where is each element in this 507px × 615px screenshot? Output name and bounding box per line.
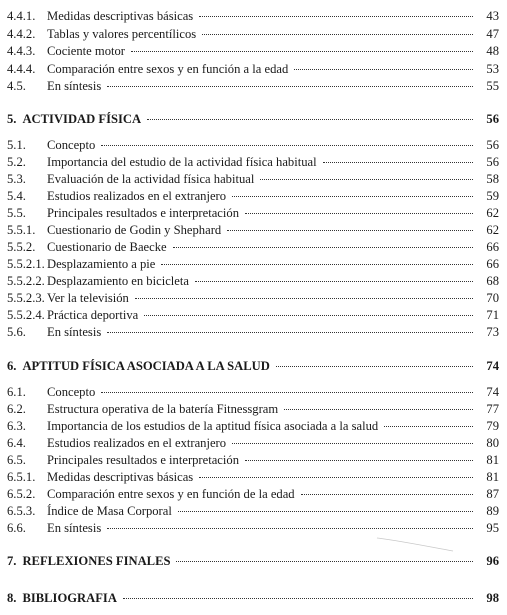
toc-entry-page: 47 [486,27,499,41]
toc-entry-number: 5.5.2.4. [7,308,45,322]
dot-leader [173,246,473,248]
toc-entry-page: 79 [486,419,499,433]
toc-entry-title: Comparación entre sexos y en función de la edad [47,487,295,501]
toc-entry-number: 4.4.2. [7,27,36,41]
toc-entry-page: 71 [486,308,499,322]
dot-leader [323,161,473,163]
toc-entry-title: Cociente motor [47,44,125,58]
toc-entry-page: 55 [486,79,499,93]
toc-chapter-entry [7,553,499,569]
toc-entry-title: En síntesis [47,79,102,93]
dot-leader [232,195,473,197]
dot-leader [144,314,473,316]
toc-entry-number: 4.5. [7,79,26,93]
toc-entry [7,452,499,468]
toc-entry-number: 8. [7,591,17,605]
toc-entry-title: Principales resultados e interpretación [47,206,239,220]
dot-leader [202,33,473,35]
dot-leader [301,493,473,495]
toc-entry-title: Concepto [47,385,96,399]
toc-entry-number: 4.4.1. [7,9,36,23]
dot-leader [161,263,473,265]
toc-entry-number: 5.5.2.1. [7,257,45,271]
toc-entry-title: Comparación entre sexos y en función a la edad [47,62,289,76]
toc-entry-title: Medidas descriptivas básicas [47,9,194,23]
toc-entry-title: Tablas y valores percentílicos [47,27,197,41]
dot-leader [384,425,473,427]
toc-entry-title: Cuestionario de Baecke [47,240,167,254]
toc-entry-page: 59 [486,189,499,203]
toc-chapter-entry [7,590,499,606]
dot-leader [232,442,473,444]
toc-entry-number: 5.2. [7,155,26,169]
toc-entry [7,171,499,187]
toc-entry-number: 5.5.1. [7,223,36,237]
toc-entry-number: 6.5.2. [7,487,36,501]
toc-entry-number: 5.6. [7,325,26,339]
dot-leader [199,15,473,17]
toc-entry-number: 5.5.2.3. [7,291,45,305]
dot-leader [245,212,473,214]
dot-leader [178,510,473,512]
dot-leader [147,118,473,120]
toc-entry [7,273,499,289]
toc-entry-title: Principales resultados e interpretación [47,453,239,467]
toc-entry-title: Estudios realizados en el extranjero [47,436,227,450]
toc-entry-page: 81 [486,470,499,484]
toc-entry-number: 6.5.3. [7,504,36,518]
toc-entry [7,26,499,42]
toc-entry-number: 5.5. [7,206,26,220]
toc-entry [7,401,499,417]
toc-entry-title: Ver la televisión [47,291,129,305]
toc-entry-page: 48 [486,44,499,58]
toc-entry-number: 5.1. [7,138,26,152]
dot-leader [294,68,473,70]
toc-entry-page: 43 [486,9,499,23]
dot-leader [199,476,473,478]
toc-entry-page: 56 [486,112,499,126]
toc-entry-title: BIBLIOGRAFIA [22,591,117,605]
toc-entry-number: 7. [7,554,17,568]
toc-entry [7,222,499,238]
toc-entry-number: 6.5.1. [7,470,36,484]
dot-leader [284,408,473,410]
toc-entry-page: 89 [486,504,499,518]
toc-entry-title: ACTIVIDAD FÍSICA [22,112,142,126]
toc-entry-page: 81 [486,453,499,467]
toc-entry [7,486,499,502]
toc-entry-title: Práctica deportiva [47,308,139,322]
toc-entry-title: Cuestionario de Godin y Shephard [47,223,222,237]
dot-leader [260,178,473,180]
toc-entry-number: 6.4. [7,436,26,450]
dot-leader [123,597,473,599]
toc-entry [7,384,499,400]
toc-entry [7,324,499,340]
toc-entry [7,188,499,204]
toc-entry [7,307,499,323]
toc-chapter-entry [7,358,499,374]
toc-entry-title: Evaluación de la actividad física habitual [47,172,255,186]
toc-entry [7,418,499,434]
toc-entry [7,435,499,451]
dot-leader [101,391,473,393]
toc-entry-number: 6.3. [7,419,26,433]
toc-entry-title: REFLEXIONES FINALES [22,554,171,568]
toc-entry-title: En síntesis [47,325,102,339]
toc-entry-page: 74 [486,359,499,373]
dot-leader [101,144,473,146]
toc-entry-page: 56 [486,155,499,169]
toc-entry-number: 6.2. [7,402,26,416]
toc-entry-title: Estructura operativa de la batería Fitnessgram [47,402,279,416]
dot-leader [107,527,473,529]
toc-entry [7,520,499,536]
toc-entry-page: 74 [486,385,499,399]
toc-entry [7,43,499,59]
dot-leader [245,459,473,461]
dot-leader [195,280,473,282]
toc-entry-page: 66 [486,240,499,254]
toc-entry [7,8,499,24]
toc-entry [7,154,499,170]
toc-entry [7,256,499,272]
toc-entry-title: Índice de Masa Corporal [47,504,172,518]
toc-entry-page: 62 [486,223,499,237]
toc-entry-title: Desplazamiento a pie [47,257,156,271]
toc-entry-number: 5.3. [7,172,26,186]
toc-entry-page: 62 [486,206,499,220]
toc-entry-page: 58 [486,172,499,186]
toc-entry-number: 6.6. [7,521,26,535]
toc-entry [7,469,499,485]
toc-entry-number: 4.4.3. [7,44,36,58]
toc-entry-title: En síntesis [47,521,102,535]
pen-stroke-mark [375,534,455,554]
toc-entry-page: 70 [486,291,499,305]
dot-leader [276,365,473,367]
dot-leader [176,560,473,562]
toc-entry-page: 77 [486,402,499,416]
toc-entry [7,205,499,221]
toc-entry-number: 4.4.4. [7,62,36,76]
toc-entry-page: 80 [486,436,499,450]
dot-leader [107,85,473,87]
toc-entry-page: 95 [486,521,499,535]
dot-leader [131,50,473,52]
toc-entry-page: 56 [486,138,499,152]
toc-entry [7,137,499,153]
toc-entry [7,78,499,94]
toc-entry-title: Importancia de los estudios de la aptitud física asociada a la salud [47,419,379,433]
toc-entry [7,61,499,77]
toc-entry-title: Desplazamiento en bicicleta [47,274,189,288]
toc-entry [7,239,499,255]
toc-entry-number: 5.5.2.2. [7,274,45,288]
toc-entry-title: Medidas descriptivas básicas [47,470,194,484]
toc-entry-number: 6.1. [7,385,26,399]
toc-entry-number: 6. [7,359,17,373]
toc-entry-number: 6.5. [7,453,26,467]
dot-leader [107,331,473,333]
toc-entry-number: 5.5.2. [7,240,36,254]
dot-leader [135,297,473,299]
dot-leader [227,229,473,231]
toc-entry-page: 73 [486,325,499,339]
toc-entry [7,503,499,519]
toc-entry-title: Importancia del estudio de la actividad física habitual [47,155,317,169]
toc-entry-page: 53 [486,62,499,76]
toc-entry-title: Concepto [47,138,96,152]
toc-entry-page: 68 [486,274,499,288]
toc-entry-page: 98 [486,591,499,605]
toc-entry-title: Estudios realizados en el extranjero [47,189,227,203]
toc-entry-page: 66 [486,257,499,271]
toc-entry-title: APTITUD FÍSICA ASOCIADA A LA SALUD [22,359,270,373]
toc-entry-page: 87 [486,487,499,501]
toc-entry [7,290,499,306]
toc-chapter-entry [7,111,499,127]
toc-entry-number: 5.4. [7,189,26,203]
toc-entry-number: 5. [7,112,17,126]
toc-entry-page: 96 [486,554,499,568]
